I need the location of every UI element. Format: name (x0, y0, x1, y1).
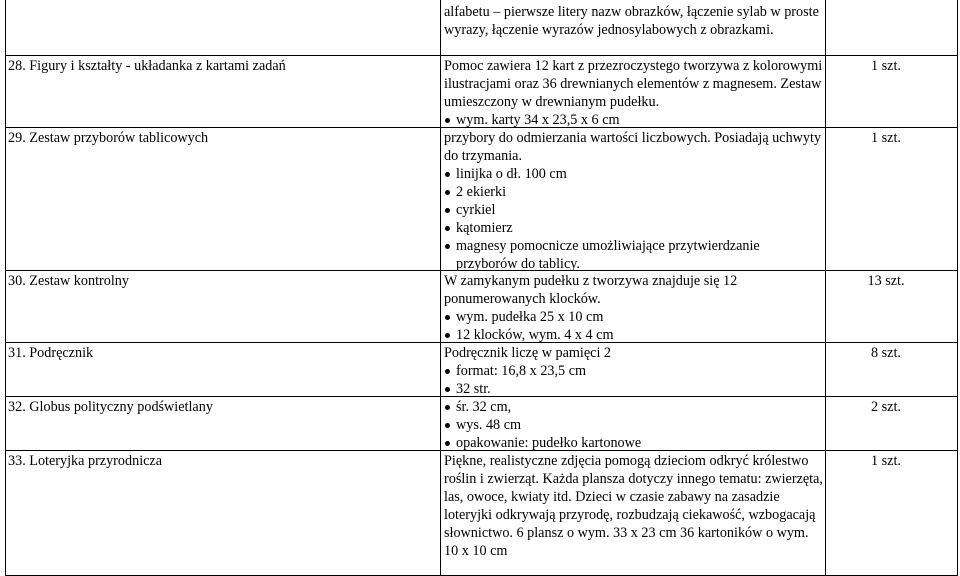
item-quantity: 1 szt. (871, 58, 901, 74)
item-name: Zestaw kontrolny (29, 273, 129, 289)
item-spec-list (444, 111, 824, 129)
item-number: 32. (8, 399, 26, 415)
item-quantity: 13 szt. (867, 273, 905, 289)
item-description: przybory do odmierzania wartości liczbowych. Posiadają uchwyty do trzymania. (444, 130, 822, 164)
item-quantity: 1 szt. (871, 130, 901, 146)
item-description: Podręcznik liczę w pamięci 2 (444, 345, 612, 361)
spec-item: format: 16,8 x 23,5 cm (444, 362, 824, 380)
item-name-cell (8, 452, 428, 470)
item-description-cell (444, 129, 824, 273)
item-description: alfabetu – pierwsze litery nazw obrazków, łączenie sylab w proste wyrazy, łączenie wyrazów jednosylabowych z obrazkami. (444, 4, 819, 38)
item-name: Zestaw przyborów tablicowych (29, 130, 209, 146)
item-description: Piękne, realistyczne zdjęcia pomogą dzieciom odkryć królestwo roślin i zwierząt. Każda plansza dotyczy innego tematu: zwierzęta, las, owoce, kwiaty itd. Dzieci w czasie zabawy na zasadzie loteryjki odkrywają przyrodę, rozbudzają ciekawość, wzbogacają słownictwo. 6 plansz o wym. 33 x 23 cm 36 kartoników o wym. 10 x 10 cm (444, 453, 823, 559)
item-description-cell (444, 272, 824, 344)
spec-item: śr. 32 cm, (444, 398, 824, 416)
item-quantity: 2 szt. (871, 399, 901, 415)
item-name-cell (8, 129, 428, 147)
spec-item: opakowanie: pudełko kartonowe (444, 434, 824, 452)
spec-item: wym. karty 34 x 23,5 x 6 cm (444, 111, 824, 129)
spec-item: cyrkiel (444, 201, 824, 219)
item-number: 28. (8, 58, 26, 74)
item-name-cell (8, 57, 428, 75)
item-spec-list (444, 398, 824, 452)
item-description-cell (444, 398, 824, 452)
item-quantity: 1 szt. (871, 453, 901, 469)
item-name-cell (8, 398, 428, 416)
item-number: 33. (8, 453, 26, 469)
item-description-cell (444, 57, 824, 129)
table-row-continuation (444, 3, 824, 39)
table-border-right (957, 0, 958, 576)
item-description-cell (444, 452, 824, 560)
item-name: Globus polityczny podświetlany (29, 399, 213, 415)
spec-item: 32 str. (444, 380, 824, 398)
item-spec-list (444, 362, 824, 398)
spec-item: 2 ekierki (444, 183, 824, 201)
item-description: Pomoc zawiera 12 kart z przezroczystego tworzywa z kolorowymi ilustracjami oraz 36 drewnianych elementów z magnesem. Zestaw umieszczony w drewnianym pudełku. (444, 58, 823, 110)
item-quantity: 8 szt. (871, 345, 901, 361)
item-name: Podręcznik (29, 345, 94, 361)
item-name-cell (8, 344, 428, 362)
item-name: Figury i kształty - układanka z kartami zadań (29, 58, 286, 74)
table-divider-name-desc (440, 0, 441, 576)
item-description-cell (444, 344, 824, 398)
item-number: 31. (8, 345, 26, 361)
item-name-cell (8, 272, 428, 290)
spec-item: kątomierz (444, 219, 824, 237)
spec-item: linijka o dł. 100 cm (444, 165, 824, 183)
item-number: 30. (8, 273, 26, 289)
row-divider (5, 55, 958, 56)
item-description: W zamykanym pudełku z tworzywa znajduje się 12 ponumerowanych klocków. (444, 273, 738, 307)
item-number: 29. (8, 130, 26, 146)
table-border-left (5, 0, 6, 576)
spec-item: 12 klocków, wym. 4 x 4 cm (444, 326, 824, 344)
spec-item: magnesy pomocnicze umożliwiające przytwierdzanie przyborów do tablicy. (444, 237, 824, 273)
item-spec-list (444, 308, 824, 344)
item-name: Loteryjka przyrodnicza (29, 453, 163, 469)
spec-item: wym. pudełka 25 x 10 cm (444, 308, 824, 326)
item-spec-list (444, 165, 824, 273)
spec-item: wys. 48 cm (444, 416, 824, 434)
